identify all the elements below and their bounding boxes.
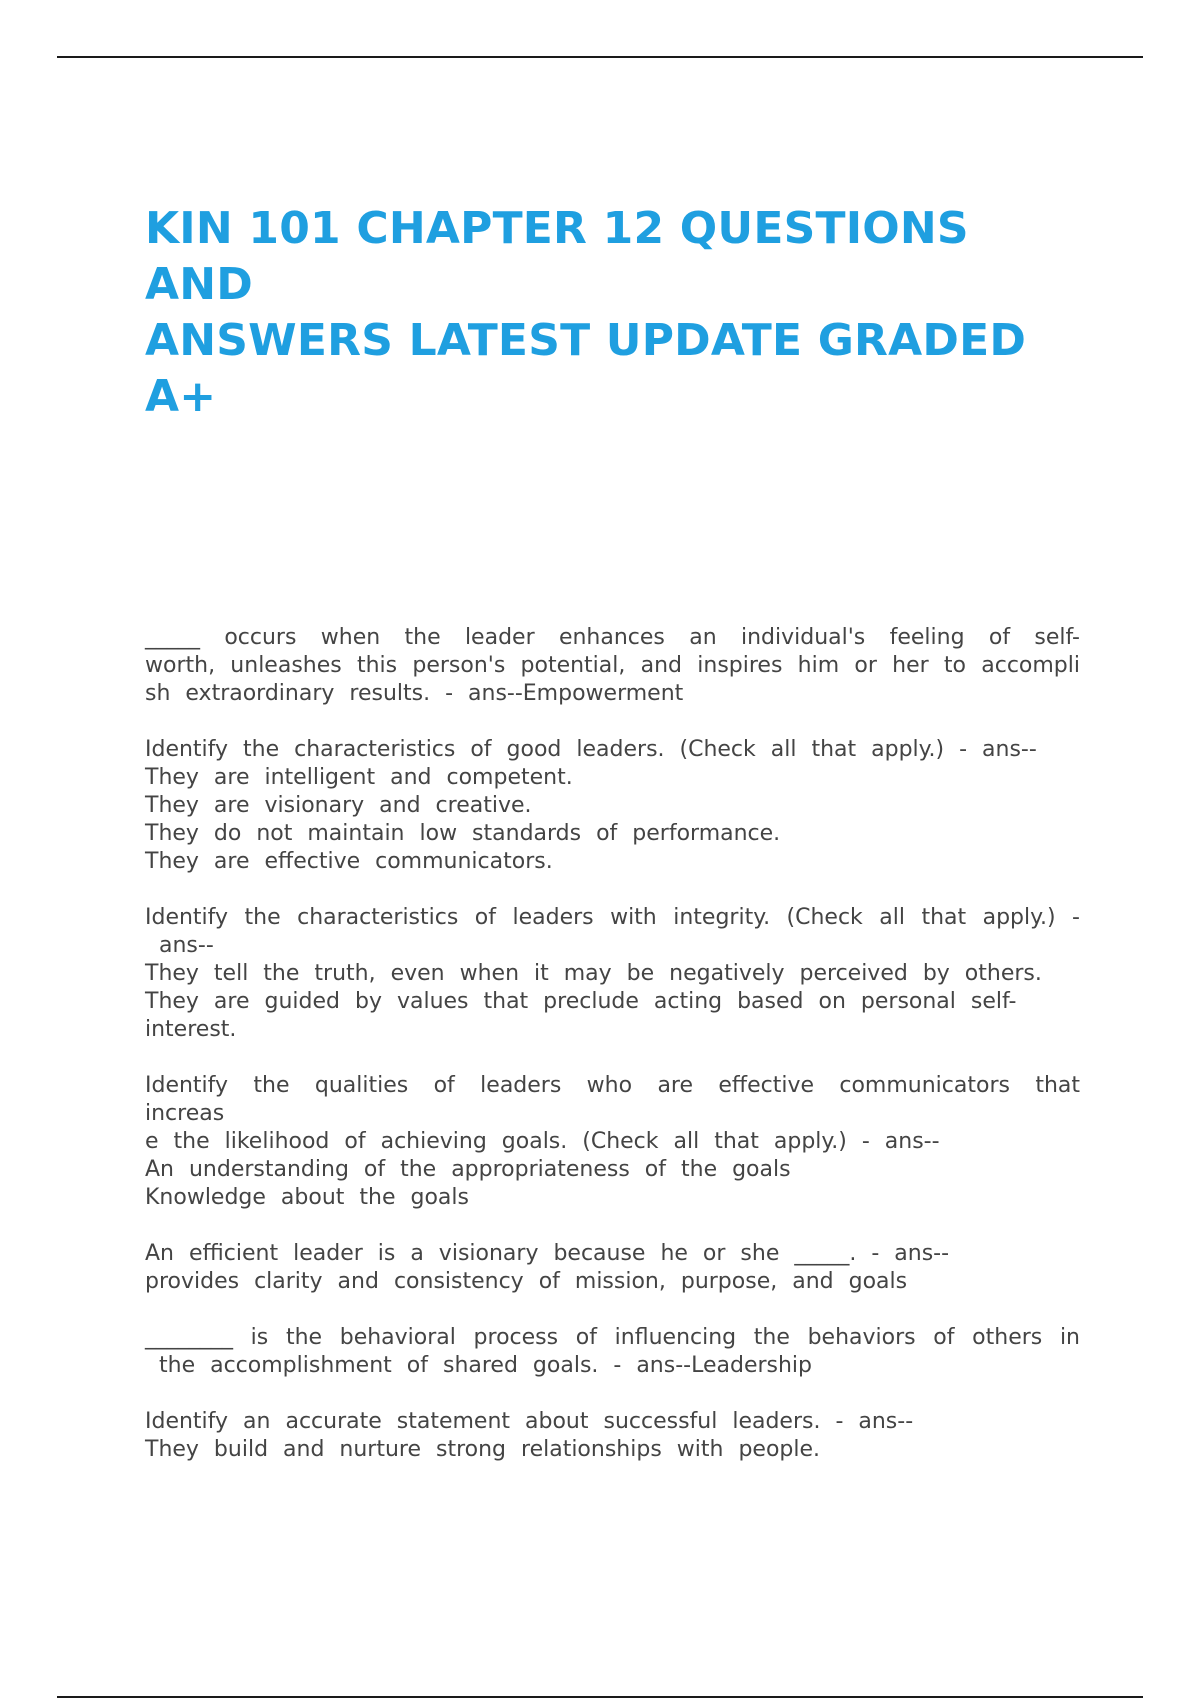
qa-line: They are effective communicators.: [145, 849, 553, 874]
qa-line: the accomplishment of shared goals. - ans--Leadership: [159, 1353, 812, 1378]
document-title: [145, 201, 1085, 425]
qa-item: [145, 1240, 1080, 1296]
top-rule: [57, 56, 1143, 58]
qa-line: provides clarity and consistency of mission, purpose, and goals: [145, 1269, 908, 1294]
title-line: A+: [145, 371, 217, 422]
qa-line: worth, unleashes this person's potential, and inspires him or her to accompli: [145, 653, 1080, 678]
qa-line: ans--: [159, 933, 214, 958]
qa-line: An efficient leader is a visionary because he or she _____. - ans--: [145, 1241, 950, 1266]
qa-line: _____ occurs when the leader enhances an individual's feeling of self-: [145, 625, 1080, 650]
qa-line: Identify an accurate statement about successful leaders. - ans--: [145, 1409, 914, 1434]
qa-list: [145, 624, 1080, 1492]
qa-line: They do not maintain low standards of performance.: [145, 821, 781, 846]
qa-line: They are visionary and creative.: [145, 793, 532, 818]
qa-line: They build and nurture strong relationships with people.: [145, 1437, 821, 1462]
qa-line: Identify the characteristics of leaders with integrity. (Check all that apply.) -: [145, 905, 1080, 930]
qa-item: [145, 624, 1080, 708]
qa-item: [145, 736, 1080, 876]
qa-item: [145, 1072, 1080, 1212]
bottom-rule: [57, 1696, 1143, 1698]
qa-line: interest.: [145, 1017, 237, 1042]
qa-line: They are intelligent and competent.: [145, 765, 573, 790]
qa-item: [145, 1408, 1080, 1464]
qa-line: Identify the characteristics of good leaders. (Check all that apply.) - ans--: [145, 737, 1037, 762]
qa-line: e the likelihood of achieving goals. (Check all that apply.) - ans--: [145, 1129, 940, 1154]
title-line: KIN 101 CHAPTER 12 QUESTIONS AND: [145, 203, 969, 310]
qa-line: ________ is the behavioral process of influencing the behaviors of others in: [145, 1325, 1080, 1350]
qa-item: [145, 1324, 1080, 1380]
qa-line: sh extraordinary results. - ans--Empowerment: [145, 681, 684, 706]
qa-line: An understanding of the appropriateness of the goals: [145, 1157, 791, 1182]
title-line: ANSWERS LATEST UPDATE GRADED: [145, 315, 1027, 366]
qa-line: They tell the truth, even when it may be negatively perceived by others.: [145, 961, 1042, 986]
qa-line: Identify the qualities of leaders who are effective communicators that increas: [145, 1073, 1080, 1126]
qa-line: Knowledge about the goals: [145, 1185, 469, 1210]
qa-item: [145, 904, 1080, 1044]
qa-line: They are guided by values that preclude acting based on personal self-: [145, 989, 1017, 1014]
